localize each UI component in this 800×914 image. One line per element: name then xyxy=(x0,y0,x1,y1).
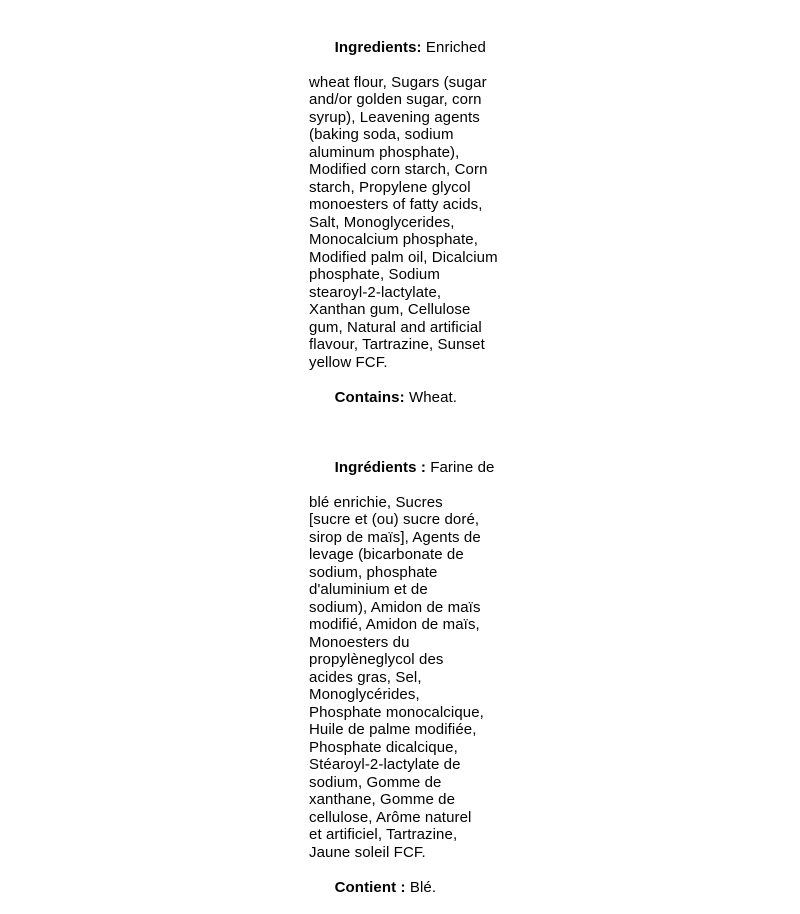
text-line: (baking soda, sodium xyxy=(309,126,454,143)
text-line: Xanthan gum, Cellulose xyxy=(309,301,471,318)
ingredients-label xyxy=(309,21,509,914)
text-line: phosphate, Sodium xyxy=(309,266,440,283)
ingredients-section-english xyxy=(309,21,509,424)
ingredients-heading-en: Ingredients: xyxy=(334,38,422,56)
text-line: modifié, Amidon de maïs, xyxy=(309,616,480,633)
contains-value-en: Wheat. xyxy=(404,388,458,406)
text-line: yellow FCF. xyxy=(309,353,388,371)
contains-line-en xyxy=(309,371,509,424)
ingredients-body-fr xyxy=(309,494,509,862)
text-line: cellulose, Arôme naturel xyxy=(309,808,472,826)
ingredients-heading-rest-fr: Farine de xyxy=(425,458,495,476)
ingredients-heading-line-fr xyxy=(309,441,509,494)
text-line: Stéaroyl-2-lactylate de xyxy=(309,756,461,773)
ingredients-section-french xyxy=(309,441,509,914)
text-line: xanthane, Gomme de xyxy=(309,791,456,808)
text-line: sodium, phosphate xyxy=(309,563,438,581)
text-line: Monoesters du xyxy=(309,633,410,651)
text-line: acides gras, Sel, xyxy=(309,668,422,686)
text-line: sirop de maïs], Agents de xyxy=(309,528,481,546)
text-line: d'aluminium et de xyxy=(309,581,428,598)
text-line: Phosphate monocalcique, xyxy=(309,703,484,721)
text-line: Monocalcium phosphate, xyxy=(309,231,478,248)
text-line: sodium, Gomme de xyxy=(309,773,442,791)
text-line: monoesters of fatty acids, xyxy=(309,196,483,213)
text-line: gum, Natural and artificial xyxy=(309,318,482,336)
text-line: [sucre et (ou) sucre doré, xyxy=(309,511,480,528)
text-line: Huile de palme modifiée, xyxy=(309,721,477,738)
ingredients-heading-fr: Ingrédients : xyxy=(334,458,426,476)
text-line: Monoglycérides, xyxy=(309,686,420,703)
text-line: levage (bicarbonate de xyxy=(309,546,464,563)
text-line: Jaune soleil FCF. xyxy=(309,843,426,861)
text-line: blé enrichie, Sucres xyxy=(309,493,443,511)
contains-value-fr: Blé. xyxy=(405,878,437,896)
text-line: Phosphate dicalcique, xyxy=(309,738,458,756)
ingredients-body-en xyxy=(309,74,509,372)
text-line: syrup), Leavening agents xyxy=(309,108,480,126)
ingredients-heading-rest-en: Enriched xyxy=(421,38,486,56)
text-line: starch, Propylene glycol xyxy=(309,178,471,196)
text-line: Salt, Monoglycerides, xyxy=(309,213,455,231)
text-line: et artificiel, Tartrazine, xyxy=(309,826,458,843)
text-line: Modified palm oil, Dicalcium xyxy=(309,248,498,266)
text-line: Modified corn starch, Corn xyxy=(309,161,488,178)
contains-label-en: Contains: xyxy=(334,388,405,406)
text-line: sodium), Amidon de maïs xyxy=(309,598,481,616)
text-line: wheat flour, Sugars (sugar xyxy=(309,73,487,91)
text-line: and/or golden sugar, corn xyxy=(309,91,482,108)
text-line: aluminum phosphate), xyxy=(309,143,460,161)
contains-label-fr: Contient : xyxy=(334,878,406,896)
text-line: propylèneglycol des xyxy=(309,651,444,668)
text-line: flavour, Tartrazine, Sunset xyxy=(309,336,485,353)
ingredients-heading-line-en xyxy=(309,21,509,74)
text-line: stearoyl-2-lactylate, xyxy=(309,283,442,301)
contains-line-fr xyxy=(309,861,509,914)
